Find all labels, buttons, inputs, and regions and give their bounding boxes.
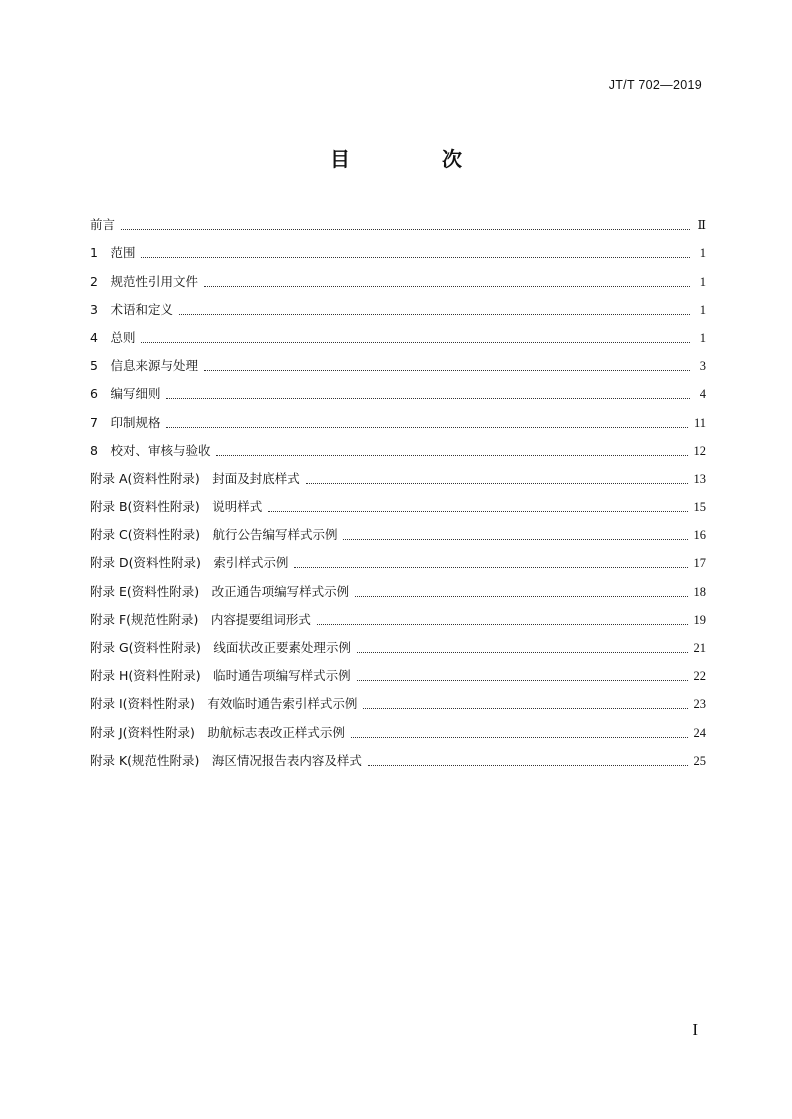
toc-leader-dots: [121, 228, 690, 230]
toc-entry-page: 1: [699, 274, 706, 289]
toc-leader-dots: [216, 454, 687, 456]
toc-entry-page: 1: [699, 246, 706, 261]
toc-entry[interactable]: [90, 656, 706, 684]
toc-entry-label: 附录 B(资料性附录) 说明样式: [90, 499, 263, 515]
toc-entry[interactable]: [90, 543, 706, 571]
toc-entry[interactable]: [90, 431, 706, 459]
toc-leader-dots: [368, 764, 688, 766]
toc-entry-label: 前言: [90, 217, 116, 233]
toc-entry-label: 附录 K(规范性附录) 海区情况报告表内容及样式: [90, 752, 362, 768]
toc-entry[interactable]: [90, 600, 706, 628]
toc-entry[interactable]: [90, 741, 706, 769]
toc-entry-page: Ⅱ: [697, 218, 706, 233]
toc-leader-dots: [294, 566, 687, 568]
toc-leader-dots: [351, 736, 688, 738]
toc-leader-dots: [166, 397, 690, 399]
toc-entry[interactable]: [90, 318, 706, 346]
toc-entry[interactable]: [90, 374, 706, 402]
toc-entry-label: 4 总则: [90, 329, 136, 345]
toc-entry[interactable]: [90, 571, 706, 599]
toc-entry-label: 1 范围: [90, 245, 136, 261]
toc-entry[interactable]: [90, 684, 706, 712]
toc-leader-dots: [141, 341, 690, 343]
toc-entry-page: 18: [693, 584, 706, 599]
toc-leader-dots: [179, 313, 690, 315]
toc-entry-label: 5 信息来源与处理: [90, 358, 198, 374]
toc-entry-label: 附录 H(资料性附录) 临时通告项编写样式示例: [90, 668, 351, 684]
toc-entry-page: 17: [693, 556, 706, 571]
toc-entry-page: 11: [693, 415, 706, 430]
toc-entry-label: 附录 C(资料性附录) 航行公告编写样式示例: [90, 527, 338, 543]
toc-entry-label: 附录 J(资料性附录) 助航标志表改正样式示例: [90, 724, 345, 740]
toc-entry-label: 附录 F(规范性附录) 内容提要组词形式: [90, 611, 311, 627]
toc-leader-dots: [317, 623, 688, 625]
toc-entry-label: 附录 A(资料性附录) 封面及封底样式: [90, 470, 300, 486]
toc-leader-dots: [357, 679, 688, 681]
toc-entry-page: 21: [693, 641, 706, 655]
toc-leader-dots: [204, 285, 690, 287]
document-code: JT/T 702—2019: [608, 78, 702, 92]
page-number: I: [692, 1020, 698, 1039]
toc-entry-page: 13: [693, 471, 706, 486]
toc-entry-label: 附录 D(资料性附录) 索引样式示例: [90, 555, 289, 571]
toc-entry[interactable]: [90, 515, 706, 543]
toc-entry-page: 23: [693, 697, 706, 712]
toc-entry-page: 24: [693, 725, 706, 740]
toc-entry-page: 12: [693, 443, 706, 458]
toc-title: 目 次: [330, 147, 498, 171]
table-of-contents: [90, 205, 706, 769]
toc-leader-dots: [268, 510, 687, 512]
toc-entry[interactable]: [90, 346, 706, 374]
toc-entry-page: 4: [699, 387, 706, 402]
toc-entry-page: 15: [693, 500, 706, 515]
toc-entry[interactable]: [90, 712, 706, 740]
toc-leader-dots: [343, 538, 687, 540]
toc-leader-dots: [357, 651, 688, 653]
toc-leader-dots: [141, 256, 690, 258]
toc-entry[interactable]: [90, 487, 706, 515]
toc-entry[interactable]: [90, 628, 706, 656]
toc-entry-label: 3 术语和定义: [90, 301, 173, 317]
toc-entry[interactable]: [90, 205, 706, 233]
toc-entry-label: 7 印制规格: [90, 414, 161, 430]
toc-entry[interactable]: [90, 459, 706, 487]
toc-entry-page: 22: [693, 669, 706, 684]
toc-leader-dots: [306, 482, 688, 484]
toc-entry-page: 19: [693, 612, 706, 627]
toc-entry-page: 25: [693, 753, 706, 768]
toc-leader-dots: [204, 369, 690, 371]
toc-entry-page: 1: [699, 302, 706, 317]
toc-entry-page: 3: [699, 359, 706, 374]
toc-entry-label: 附录 E(资料性附录) 改正通告项编写样式示例: [90, 583, 350, 599]
toc-entry[interactable]: [90, 233, 706, 261]
toc-leader-dots: [166, 426, 688, 428]
toc-entry-page: 1: [699, 330, 706, 345]
toc-entry-label: 附录 G(资料性附录) 线面状改正要素处理示例: [90, 640, 351, 655]
toc-entry-label: 2 规范性引用文件: [90, 273, 198, 289]
toc-entry-label: 8 校对、审核与验收: [90, 442, 211, 458]
toc-entry-label: 6 编写细则: [90, 386, 161, 402]
toc-entry-label: 附录 I(资料性附录) 有效临时通告索引样式示例: [90, 696, 358, 712]
toc-leader-dots: [355, 595, 687, 597]
toc-entry-page: 16: [693, 528, 706, 543]
toc-entry[interactable]: [90, 261, 706, 289]
toc-entry[interactable]: [90, 402, 706, 430]
toc-leader-dots: [363, 707, 687, 709]
toc-entry[interactable]: [90, 290, 706, 318]
